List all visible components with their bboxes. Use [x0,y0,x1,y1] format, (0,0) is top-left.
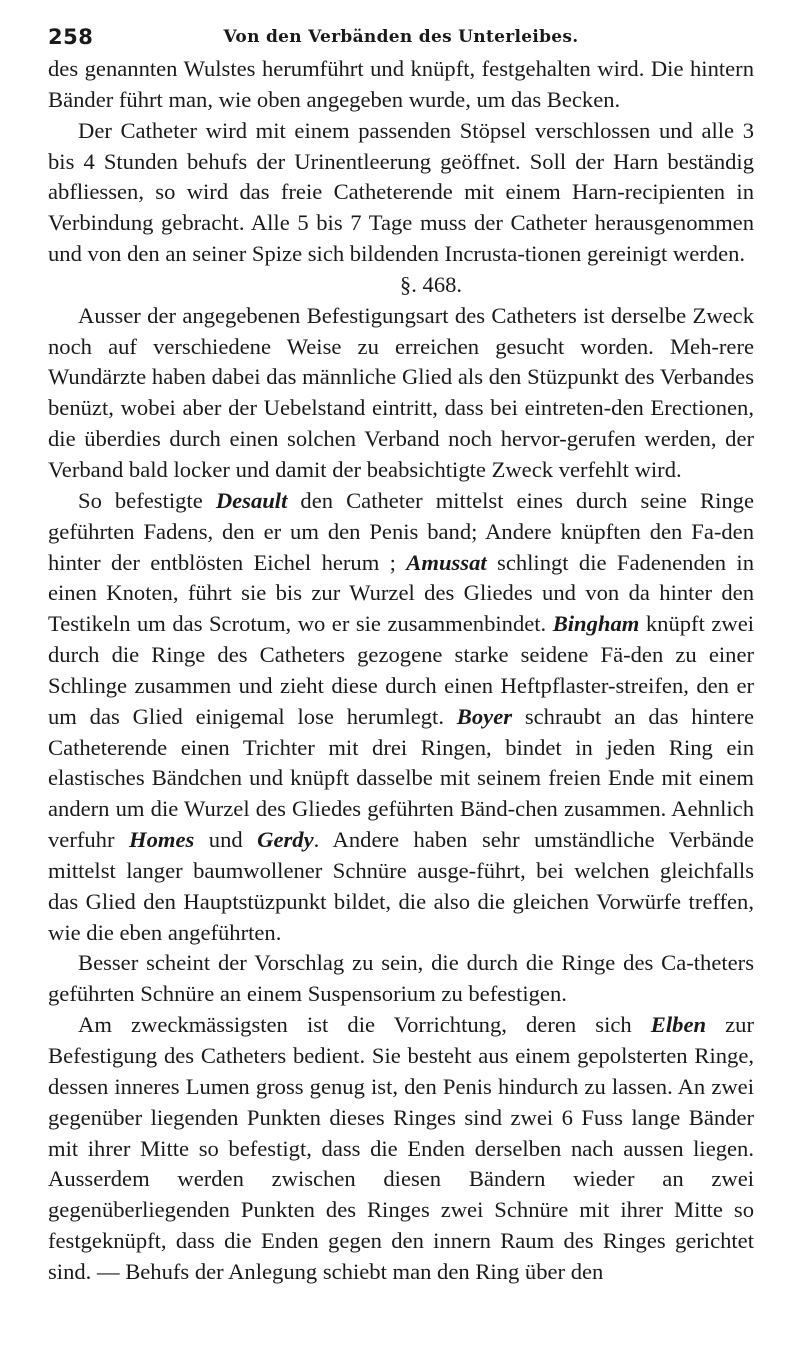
paragraph-p2 [48,116,754,270]
text-run: So befestigte [78,487,216,513]
body-text [48,54,754,1288]
text-run: schlingt die Fadenenden in einen Knoten, führt sie bis zur Wurzel des Gliedes und von da hinter den Testikeln um das Scrotum, wo er sie zusammenbindet. [48,549,754,637]
author-name: Gerdy [257,827,314,853]
text-run: zur Befestigung des Catheters bedient. Sie besteht aus einem gepolsterten Ringe, dessen inneres Lumen gross genug ist, den Penis hindurch zu lassen. An zwei gegenüber liegenden Punkten dieses Ringes sind zwei 6 Fuss lange Bänder mit ihrer Mitte so befestigt, dass die Enden derselben nach aussen liegen. Ausserdem werden zwischen diesen Bändern wieder an zwei gegenüberliegenden Punkten des Ringes zwei Schnüre mit ihrer Mitte so festgeknüpft, dass die Enden gegen den innern Raum des Ringes gerichtet sind. — Behufs der Anlegung schiebt man den Ring über den [48,1012,755,1284]
text-run: knüpft zwei durch die Ringe des Catheters gezogene starke seidene Fä-den zu einer Schlinge zusammen und zieht diese durch einen Heftpflaster-streifen, den er um das Glied einigemal lose herumlegt. [48,611,754,729]
author-name: Desault [215,487,288,513]
text-run: . Andere haben sehr umständliche Verbände mittelst langer baumwollener Schnüre ausge-führt, bei welchen gleichfalls das Glied den Hauptstüzpunkt bildet, die also die gleichen Vorwürfe treffen, wie die eben angeführten. [48,827,754,945]
author-name: Homes [129,827,195,853]
paragraph-p3 [48,301,754,486]
text-run: und [194,827,258,853]
author-name: Elben [650,1012,707,1038]
running-title: Von den Verbänden des Unterleibes. [223,27,579,47]
page-number: 258 [48,25,94,49]
text-run: den Catheter mittelst eines durch seine Ringe geführten Fadens, den er um den Penis band; Andere knüpften den Fa-den hinter der entblösten Eichel herum ; [48,487,754,575]
paragraph-p1 [48,54,754,116]
running-head [48,20,754,54]
paragraph-p4 [48,486,754,949]
section-heading: §. 468. [399,271,463,297]
text-run: des genannten Wulstes herumführt und knüpft, festgehalten wird. Die hintern Bänder führt man, wie oben angegeben wurde, um das Becken. [48,56,754,112]
text-run: Der Catheter wird mit einem passenden Stöpsel verschlossen und alle 3 bis 4 Stunden behufs der Urinentleerung geöffnet. Soll der Harn beständig abfliessen, so wird das freie Catheterende mit einem Harn-recipienten in Verbindung gebracht. Alle 5 bis 7 Tage muss der Catheter herausgenommen und von den an seiner Spize sich bildenden Incrusta-tionen gereinigt werden. [48,117,754,267]
text-run: schraubt an das hintere Catheterende einen Trichter mit drei Ringen, bindet in jeden Ring ein elastisches Bändchen und knüpft dasselbe mit seinem freien Ende mit einem andern um die Wurzel des Gliedes geführten Bänd-chen zusammen. Aehnlich verfuhr [48,703,754,853]
text-run: Ausser der angegebenen Befestigungsart des Catheters ist derselbe Zweck noch auf verschiedene Weise zu erreichen gesucht worden. Meh-rere Wundärzte haben dabei das männliche Glied als den Stüzpunkt des Verbandes benüzt, wobei aber der Uebelstand eintritt, dass bei eintreten-den Erectionen, die überdies durch einen solchen Verband noch hervor-gerufen werden, der Verband bald locker und damit der beabsichtigte Zweck verfehlt wird. [48,302,754,482]
page [48,20,754,1288]
paragraph-p5 [48,948,754,1010]
paragraph-p6 [48,1010,754,1288]
author-name: Amussat [406,549,487,575]
text-run: Am zweckmässigsten ist die Vorrichtung, deren sich [78,1012,651,1038]
author-name: Bingham [552,611,640,637]
text-run: Besser scheint der Vorschlag zu sein, die durch die Ringe des Ca-theters geführten Schnüre an einem Suspensorium zu befestigen. [48,950,754,1007]
author-name: Boyer [456,703,513,729]
